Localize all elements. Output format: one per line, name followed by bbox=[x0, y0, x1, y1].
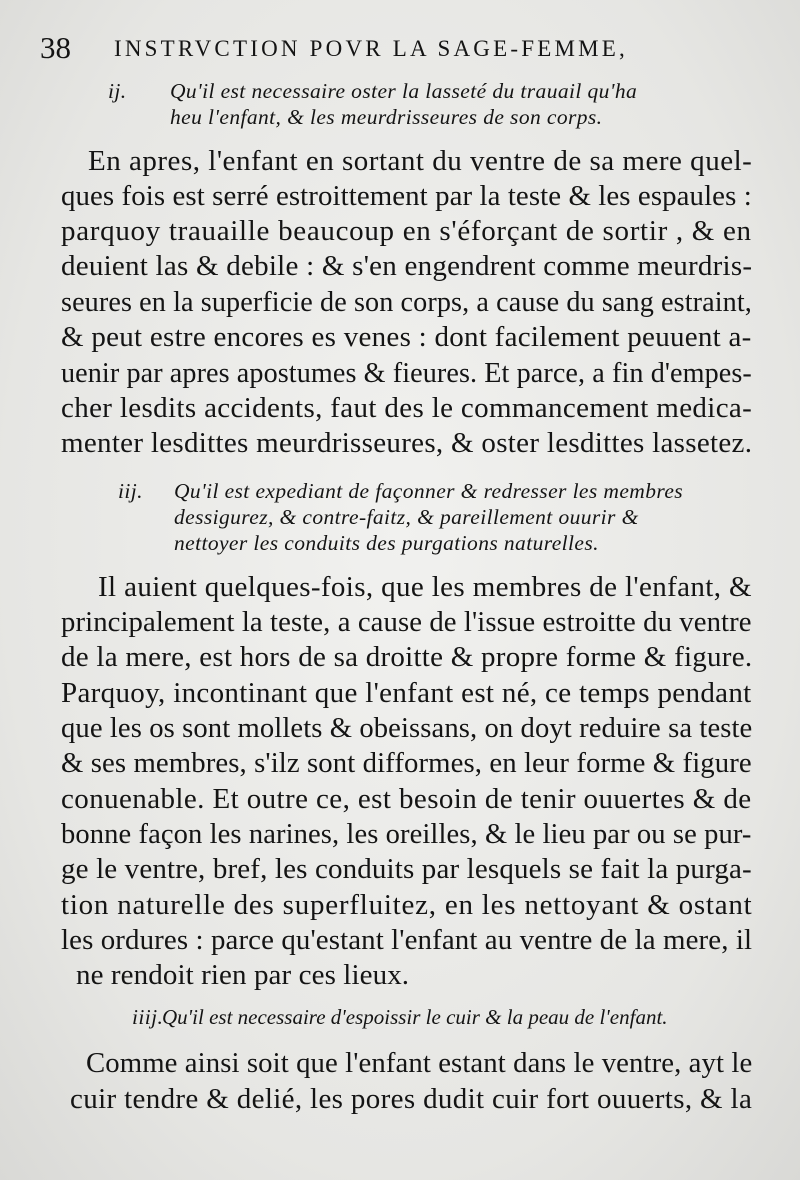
body-line: & peut estre encores es venes : dont facilement peuuent a- bbox=[61, 321, 752, 353]
body-line: bonne façon les narines, les oreilles, & le lieu par ou se pur- bbox=[61, 818, 752, 850]
rubric-section-4 bbox=[132, 1004, 772, 1032]
page-number: 38 bbox=[40, 30, 71, 65]
body-line: ques fois est serré estroittement par la teste & les espaules : bbox=[61, 180, 752, 212]
rubric-line: heu l'enfant, & les meurdrisseures de son corps. bbox=[170, 105, 603, 129]
rubric-line: Qu'il est expediant de façonner & redresser les membres bbox=[174, 479, 684, 503]
rubric-line: nettoyer les conduits des purgations naturelles. bbox=[174, 531, 599, 555]
rubric-number: iiij. bbox=[132, 1005, 164, 1029]
body-line: Comme ainsi soit que l'enfant estant dans le ventre, ayt le bbox=[86, 1047, 753, 1079]
rubric-section-3 bbox=[118, 478, 758, 558]
rubric-line: dessigurez, & contre-faitz, & pareillement ouurir & bbox=[174, 505, 639, 529]
body-line: cuir tendre & delié, les pores dudit cuir fort ouuerts, & la bbox=[70, 1083, 753, 1115]
rubric-number: ij. bbox=[108, 79, 127, 103]
body-line: ge le ventre, bref, les conduits par lesquels se fait la purga- bbox=[61, 853, 752, 885]
body-line: conuenable. Et outre ce, est besoin de tenir ouuertes & de bbox=[61, 783, 752, 815]
body-line: les ordures : parce qu'estant l'enfant au ventre de la mere, il bbox=[61, 924, 753, 956]
body-line: cher lesdits accidents, faut des le commancement medica- bbox=[61, 392, 753, 424]
running-title: INSTRVCTION POVR LA SAGE-FEMME, bbox=[114, 36, 628, 61]
page-header bbox=[40, 30, 760, 70]
body-line: deuient las & debile : & s'en engendrent comme meurdris- bbox=[61, 250, 753, 282]
body-line: que les os sont mollets & obeissans, on doyt reduire sa teste bbox=[61, 712, 753, 744]
rubric-line: Qu'il est necessaire oster la lasseté du trauail qu'ha bbox=[170, 79, 638, 103]
rubric-section-2 bbox=[108, 78, 748, 134]
body-line: uenir par apres apostumes & fieures. Et parce, a fin d'empes- bbox=[61, 357, 752, 389]
body-line: & ses membres, s'ilz sont difformes, en leur forme & figure bbox=[61, 747, 752, 779]
body-line: seures en la superficie de son corps, a cause du sang estraint, bbox=[61, 286, 752, 318]
body-line: tion naturelle des superfluitez, en les nettoyant & ostant bbox=[61, 889, 753, 921]
rubric-number: iij. bbox=[118, 479, 143, 503]
body-line: Il auient quelques-fois, que les membres de l'enfant, & bbox=[98, 571, 752, 603]
body-line: principalement la teste, a cause de l'issue estroitte du ventre bbox=[61, 606, 752, 638]
body-line: menter lesdittes meurdrisseures, & oster lesdittes lassetez. bbox=[61, 427, 753, 459]
body-line: parquoy trauaille beaucoup en s'éforçant de sortir , & en bbox=[61, 215, 752, 247]
body-line: Parquoy, incontinant que l'enfant est né, ce temps pendant bbox=[61, 677, 752, 709]
rubric-line: Qu'il est necessaire d'espoissir le cuir & la peau de l'enfant. bbox=[162, 1005, 668, 1029]
body-line: de la mere, est hors de sa droitte & propre forme & figure. bbox=[61, 641, 753, 673]
body-line: En apres, l'enfant en sortant du ventre de sa mere quel- bbox=[88, 145, 753, 177]
body-line: ne rendoit rien par ces lieux. bbox=[76, 959, 410, 991]
